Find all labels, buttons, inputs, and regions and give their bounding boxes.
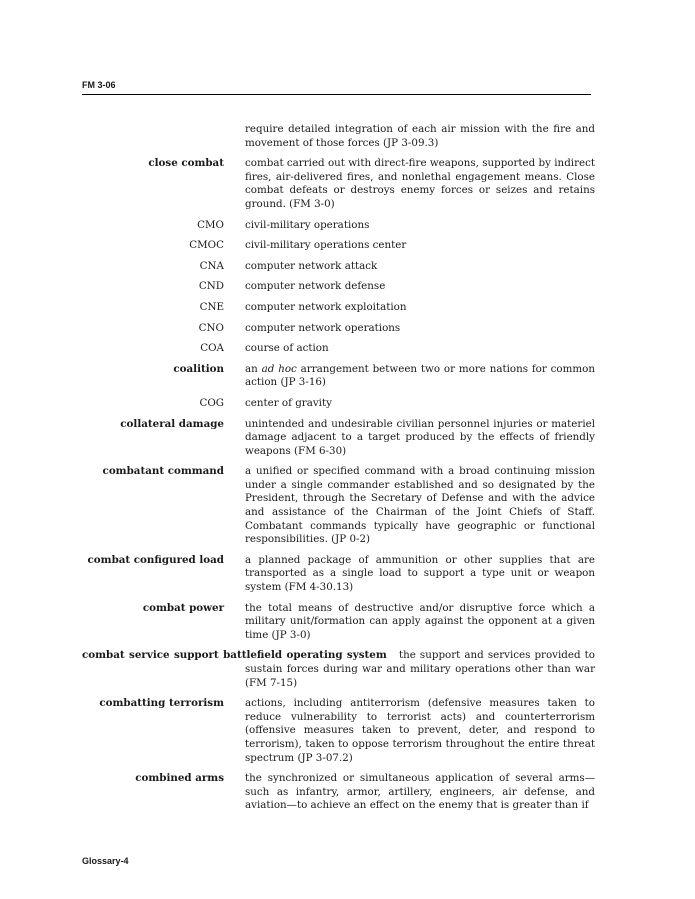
glossary-term: combatant command [102,465,224,478]
glossary-entry [60,418,595,459]
glossary-term: CMO [197,218,224,231]
glossary-term: combined arms [135,772,224,785]
glossary-entry [60,123,595,150]
glossary-definition: a unified or specified command with a broad continuing mission under a single commander established and so designated by the President, through the Secretary of Defense and with the advice and assistance of the Chairman of the Joint Chiefs of Staff. Combatant commands typically have geographic or functional responsibilities. (JP 0-2) [245,465,595,546]
glossary-definition: the total means of destructive and/or disruptive force which a military unit/formation can apply against the opponent at a given time (JP 3-0) [245,601,595,641]
glossary-term: CMOC [189,239,224,252]
glossary-entry [60,649,595,690]
glossary-definition: course of action [245,342,329,355]
glossary-definition: require detailed integration of each air mission with the fire and movement of those forces (JP 3-09.3) [245,123,595,149]
glossary-term: combat configured load [87,553,224,566]
glossary-definition: actions, including antiterrorism (defensive measures taken to reduce vulnerability to terrorist acts) and counterterrorism (offensive measures taken to prevent, deter, and respond to terrorism), taken to oppose terrorism throughout the entire threat spectrum (JP 3-07.2) [245,697,595,764]
glossary-list [60,123,595,820]
page-number: Glossary-4 [82,856,129,866]
document-code: FM 3-06 [82,80,120,90]
glossary-entry [60,772,595,813]
glossary-entry [60,602,595,643]
glossary-term: CND [198,280,224,293]
glossary-definition: computer network defense [245,280,386,293]
glossary-entry [60,397,595,411]
definition-text: an [245,362,262,375]
glossary-definition: computer network attack [245,259,378,272]
glossary-definition [245,363,595,390]
glossary-term: CNE [199,300,224,313]
glossary-term: coalition [173,362,224,375]
glossary-definition: combat carried out with direct-fire weapons, supported by indirect fires, air-delivered fires, and nonlethal engagement means. Close combat defeats or destroys enemy forces or seizes and retains ground. (FM 3-0) [245,157,595,210]
glossary-term: CNA [199,259,224,272]
glossary-term: combatting terrorism [99,697,224,710]
glossary-entry [60,554,595,595]
glossary-entry [60,322,595,336]
glossary-definition: a planned package of ammunition or other supplies that are transported as a single load to support a type unit or weapon system (FM 4-30.13) [245,553,595,594]
glossary-entry [60,219,595,233]
glossary-definition: unintended and undesirable civilian personnel injuries or materiel damage adjacent to a target produced by the effects of friendly weapons (FM 6-30) [245,417,595,457]
glossary-entry [60,697,595,765]
glossary-term: collateral damage [120,417,224,430]
glossary-entry [60,239,595,253]
page-header [82,80,591,95]
glossary-definition: center of gravity [245,396,332,409]
glossary-definition: the support and services provided to sustain forces during war and military operations other than war (FM 7-15) [245,649,595,689]
glossary-term: combat power [142,601,224,614]
glossary-term: CNO [198,321,224,334]
glossary-entry [60,363,595,390]
glossary-term: COG [199,396,224,409]
glossary-term: close combat [148,157,224,170]
glossary-entry [60,260,595,274]
glossary-definition: computer network operations [245,321,401,334]
glossary-definition: civil-military operations [245,218,370,231]
glossary-entry [60,465,595,547]
glossary-definition: civil-military operations center [245,239,407,252]
glossary-term: combat service support battlefield operating system [82,649,387,662]
definition-text: arrangement between two or more nations for common action (JP 3-16) [245,362,595,389]
glossary-definition: the synchronized or simultaneous application of several arms—such as infantry, armor, artillery, engineers, air defense, and aviation—to achieve an effect on the enemy that is greater than if [245,772,595,812]
glossary-entry [60,301,595,315]
glossary-entry [60,157,595,211]
glossary-definition: computer network exploitation [245,300,407,313]
glossary-term: COA [200,342,224,355]
glossary-entry [60,342,595,356]
definition-emphasis: ad hoc [261,362,297,375]
glossary-entry [60,280,595,294]
